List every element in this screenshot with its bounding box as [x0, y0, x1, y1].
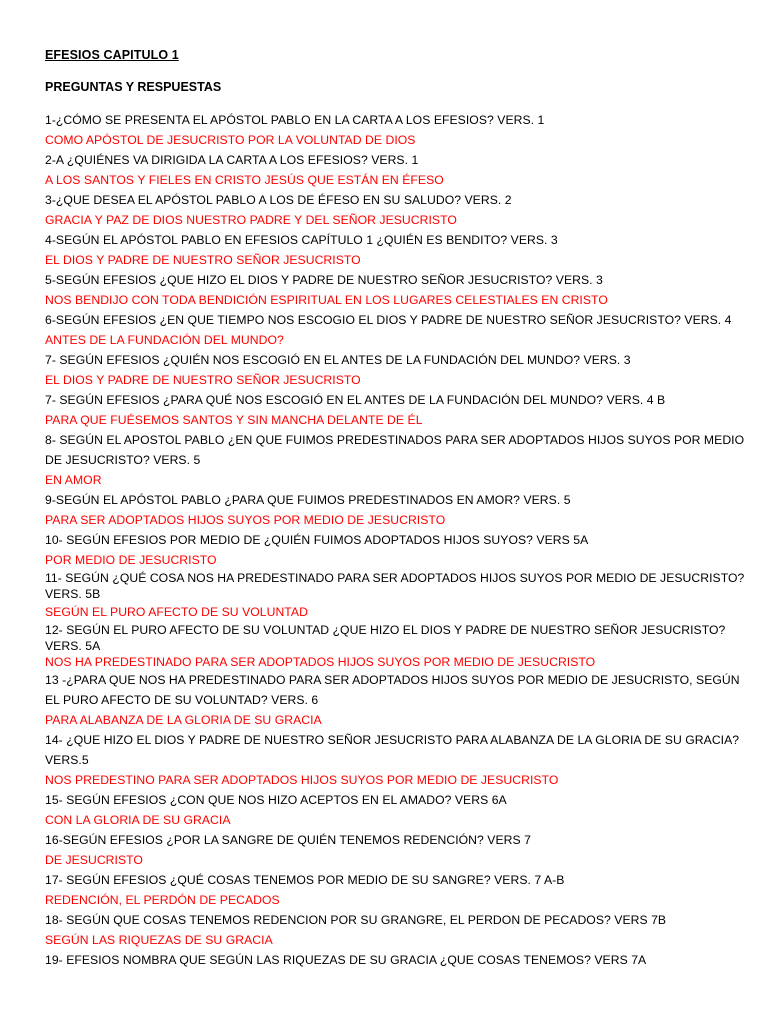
answer-line: GRACIA Y PAZ DE DIOS NUESTRO PADRE Y DEL SEÑOR JESUCRISTO	[45, 213, 457, 227]
answer-line: SEGÚN EL PURO AFECTO DE SU VOLUNTAD	[45, 605, 308, 619]
answer-line: A LOS SANTOS Y FIELES EN CRISTO JESÚS QUE ESTÁN EN ÉFESO	[45, 173, 444, 187]
question-line: 16-SEGÚN EFESIOS ¿POR LA SANGRE DE QUIÉN TENEMOS REDENCIÓN? VERS 7	[45, 833, 531, 847]
question-line: 11- SEGÚN ¿QUÉ COSA NOS HA PREDESTINADO PARA SER ADOPTADOS HIJOS SUYOS POR MEDIO DE JESUCRISTO? VERS. 5B	[45, 571, 745, 601]
answer-line: CON LA GLORIA DE SU GRACIA	[45, 813, 231, 827]
question-line: 19- EFESIOS NOMBRA QUE SEGÚN LAS RIQUEZAS DE SU GRACIA ¿QUE COSAS TENEMOS? VERS 7A	[45, 953, 647, 967]
answer-line: NOS HA PREDESTINADO PARA SER ADOPTADOS HIJOS SUYOS POR MEDIO DE JESUCRISTO	[45, 655, 596, 669]
question-line: 8- SEGÚN EL APOSTOL PABLO ¿EN QUE FUIMOS PREDESTINADOS PARA SER ADOPTADOS HIJOS SUYOS POR MEDIO DE JESUCRISTO? VERS. 5	[45, 433, 745, 467]
document-subtitle: PREGUNTAS Y RESPUESTAS	[45, 80, 222, 94]
question-line: 14- ¿QUE HIZO EL DIOS Y PADRE DE NUESTRO SEÑOR JESUCRISTO PARA ALABANZA DE LA GLORIA DE SU GRACIA? VERS.5	[45, 733, 740, 767]
answer-line: NOS PREDESTINO PARA SER ADOPTADOS HIJOS SUYOS POR MEDIO DE JESUCRISTO	[45, 773, 559, 787]
question-line: 4-SEGÚN EL APÓSTOL PABLO EN EFESIOS CAPÍTULO 1 ¿QUIÉN ES BENDITO? VERS. 3	[45, 233, 558, 247]
answer-line: EL DIOS Y PADRE DE NUESTRO SEÑOR JESUCRISTO	[45, 373, 361, 387]
answer-line: REDENCIÓN, EL PERDÓN DE PECADOS	[45, 893, 280, 907]
answer-line: DE JESUCRISTO	[45, 853, 143, 867]
question-line: 2-A ¿QUIÉNES VA DIRIGIDA LA CARTA A LOS EFESIOS? VERS. 1	[45, 153, 419, 167]
answer-line: POR MEDIO DE JESUCRISTO	[45, 553, 217, 567]
question-line: 18- SEGÚN QUE COSAS TENEMOS REDENCION POR SU GRANGRE, EL PERDON DE PECADOS? VERS 7B	[45, 913, 667, 927]
question-line: 13 -¿PARA QUE NOS HA PREDESTINADO PARA SER ADOPTADOS HIJOS SUYOS POR MEDIO DE JESUCRISTO, SEGÚN EL PURO AFECTO DE SU VOLUNTAD? VERS. 6	[45, 673, 740, 707]
question-line: 7- SEGÚN EFESIOS ¿QUIÉN NOS ESCOGIÓ EN EL ANTES DE LA FUNDACIÓN DEL MUNDO? VERS. 3	[45, 353, 631, 367]
answer-line: NOS BENDIJO CON TODA BENDICIÓN ESPIRITUAL EN LOS LUGARES CELESTIALES EN CRISTO	[45, 293, 608, 307]
answer-line: SEGÚN LAS RIQUEZAS DE SU GRACIA	[45, 933, 273, 947]
question-line: 15- SEGÚN EFESIOS ¿CON QUE NOS HIZO ACEPTOS EN EL AMADO? VERS 6A	[45, 793, 507, 807]
answer-line: PARA SER ADOPTADOS HIJOS SUYOS POR MEDIO DE JESUCRISTO	[45, 513, 446, 527]
answer-line: ANTES DE LA FUNDACIÓN DEL MUNDO?	[45, 333, 284, 347]
answer-line: EL DIOS Y PADRE DE NUESTRO SEÑOR JESUCRISTO	[45, 253, 361, 267]
question-line: 7- SEGÚN EFESIOS ¿PARA QUÉ NOS ESCOGIÓ EN EL ANTES DE LA FUNDACIÓN DEL MUNDO? VERS. 4 B	[45, 393, 666, 407]
question-line: 12- SEGÚN EL PURO AFECTO DE SU VOLUNTAD ¿QUE HIZO EL DIOS Y PADRE DE NUESTRO SEÑOR JESUCRISTO? VERS. 5A	[45, 623, 726, 653]
qa-list	[45, 110, 748, 970]
question-line: 6-SEGÚN EFESIOS ¿EN QUE TIEMPO NOS ESCOGIO EL DIOS Y PADRE DE NUESTRO SEÑOR JESUCRISTO? VERS. 4	[45, 313, 732, 327]
question-line: 5-SEGÚN EFESIOS ¿QUE HIZO EL DIOS Y PADRE DE NUESTRO SEÑOR JESUCRISTO? VERS. 3	[45, 273, 603, 287]
question-line: 9-SEGÚN EL APÓSTOL PABLO ¿PARA QUE FUIMOS PREDESTINADOS EN AMOR? VERS. 5	[45, 493, 571, 507]
answer-line: PARA QUE FUÉSEMOS SANTOS Y SIN MANCHA DELANTE DE ÉL	[45, 413, 423, 427]
document-title: EFESIOS CAPITULO 1	[45, 48, 179, 62]
question-line: 1-¿CÓMO SE PRESENTA EL APÓSTOL PABLO EN LA CARTA A LOS EFESIOS? VERS. 1	[45, 113, 545, 127]
question-line: 17- SEGÚN EFESIOS ¿QUÉ COSAS TENEMOS POR MEDIO DE SU SANGRE? VERS. 7 A-B	[45, 873, 565, 887]
answer-line: PARA ALABANZA DE LA GLORIA DE SU GRACIA	[45, 713, 322, 727]
answer-line: EN AMOR	[45, 473, 102, 487]
answer-line: COMO APÓSTOL DE JESUCRISTO POR LA VOLUNTAD DE DIOS	[45, 133, 416, 147]
question-line: 3-¿QUE DESEA EL APÓSTOL PABLO A LOS DE ÉFESO EN SU SALUDO? VERS. 2	[45, 193, 512, 207]
question-line: 10- SEGÚN EFESIOS POR MEDIO DE ¿QUIÉN FUIMOS ADOPTADOS HIJOS SUYOS? VERS 5A	[45, 533, 589, 547]
